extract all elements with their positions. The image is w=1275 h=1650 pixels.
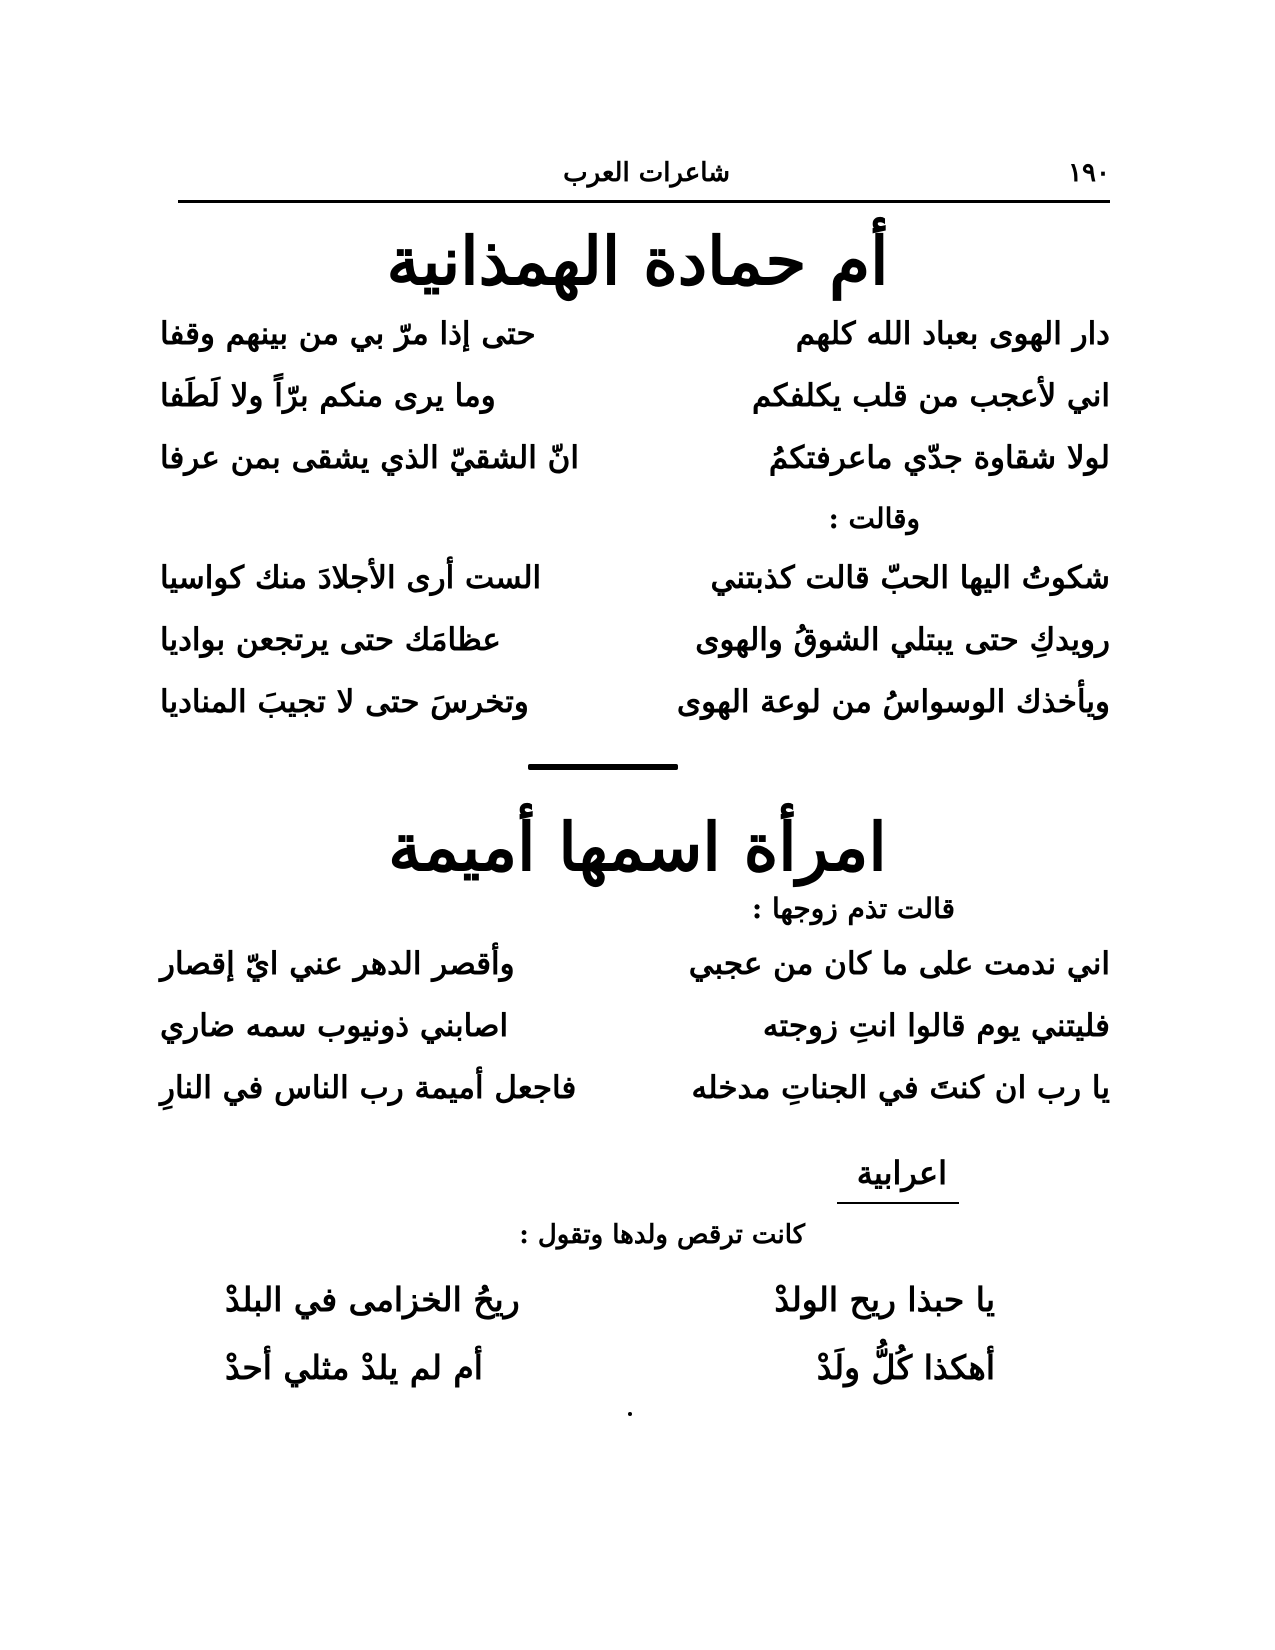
verse <box>160 946 1110 1008</box>
subheading-underline <box>837 1202 959 1204</box>
verse-first-hemistich: رويدكِ حتى يبتلي الشوقُ والهوى <box>695 622 1110 658</box>
verse <box>160 684 1110 746</box>
verse-first-hemistich: أهكذا كُلُّ ولَدْ <box>816 1348 995 1387</box>
verse <box>160 316 1110 378</box>
verse-second-hemistich: حتى إذا مرّ بي من بينهم وقفا <box>160 316 536 352</box>
section-divider <box>528 764 678 770</box>
verse-second-hemistich: فاجعل أميمة رب الناس في النارِ <box>160 1070 577 1106</box>
header-rule <box>178 200 1110 203</box>
verse-second-hemistich: اصابني ذونيوب سمه ضاري <box>160 1008 509 1044</box>
verse-second-hemistich: أم لم يلدْ مثلي أحدْ <box>225 1348 483 1387</box>
poem-bedouin-lullaby <box>225 1280 995 1416</box>
book-title: شاعرات العرب <box>563 158 730 188</box>
verse-second-hemistich: عظامَك حتى يرتجعن بواديا <box>160 622 501 658</box>
running-head <box>180 158 1110 198</box>
verse-second-hemistich: وأقصر الدهر عني ايّ إقصار <box>160 946 515 982</box>
verse-first-hemistich: يا رب ان كنتَ في الجناتِ مدخله <box>691 1070 1110 1106</box>
verse-first-hemistich: شكوتُ اليها الحبّ قالت كذبتني <box>710 560 1110 596</box>
verse-first-hemistich: اني ندمت على ما كان من عجبي <box>688 946 1110 982</box>
verse-first-hemistich: ويأخذك الوسواسُ من لوعة الهوى <box>676 684 1110 720</box>
verse-first-hemistich: فليتني يوم قالوا انتِ زوجته <box>762 1008 1110 1044</box>
verse <box>160 622 1110 684</box>
verse <box>160 1070 1110 1132</box>
verse <box>225 1348 995 1416</box>
verse <box>160 1008 1110 1070</box>
verse-first-hemistich: لولا شقاوة جدّي ماعرفتكمُ <box>768 440 1110 476</box>
section-title-umm-hammada: أم حمادة الهمذانية <box>386 222 889 300</box>
intro-dancing-child: كانت ترقص ولدها وتقول : <box>519 1220 805 1250</box>
verse-second-hemistich: وما يرى منكم برّاً ولا لَطَفا <box>160 378 496 414</box>
intro-she-said: وقالت : <box>828 502 920 535</box>
verse-second-hemistich: ريحُ الخزامى في البلدْ <box>225 1280 520 1319</box>
intro-blaming-husband: قالت تذم زوجها : <box>751 892 955 925</box>
print-speck <box>628 1412 632 1416</box>
poem-umm-hammada-2 <box>160 560 1110 746</box>
subheading-bedouin-woman: اعرابية <box>856 1154 947 1192</box>
verse <box>160 440 1110 502</box>
page-number: ١٩٠ <box>1068 158 1110 188</box>
verse <box>160 560 1110 622</box>
verse-second-hemistich: وتخرسَ حتى لا تجيبَ المناديا <box>160 684 529 720</box>
verse-second-hemistich: الست أرى الأجلادَ منك كواسيا <box>160 560 542 596</box>
poem-umm-hammada-1 <box>160 316 1110 502</box>
verse <box>160 378 1110 440</box>
verse-first-hemistich: يا حبذا ريح الولدْ <box>774 1280 995 1319</box>
verse <box>225 1280 995 1348</box>
poem-umayma <box>160 946 1110 1132</box>
verse-first-hemistich: اني لأعجب من قلب يكلفكم <box>751 378 1110 414</box>
verse-first-hemistich: دار الهوى بعباد الله كلهم <box>795 316 1110 352</box>
section-title-umayma: امرأة اسمها أميمة <box>388 808 887 886</box>
verse-second-hemistich: انّ الشقيّ الذي يشقى بمن عرفا <box>160 440 579 476</box>
